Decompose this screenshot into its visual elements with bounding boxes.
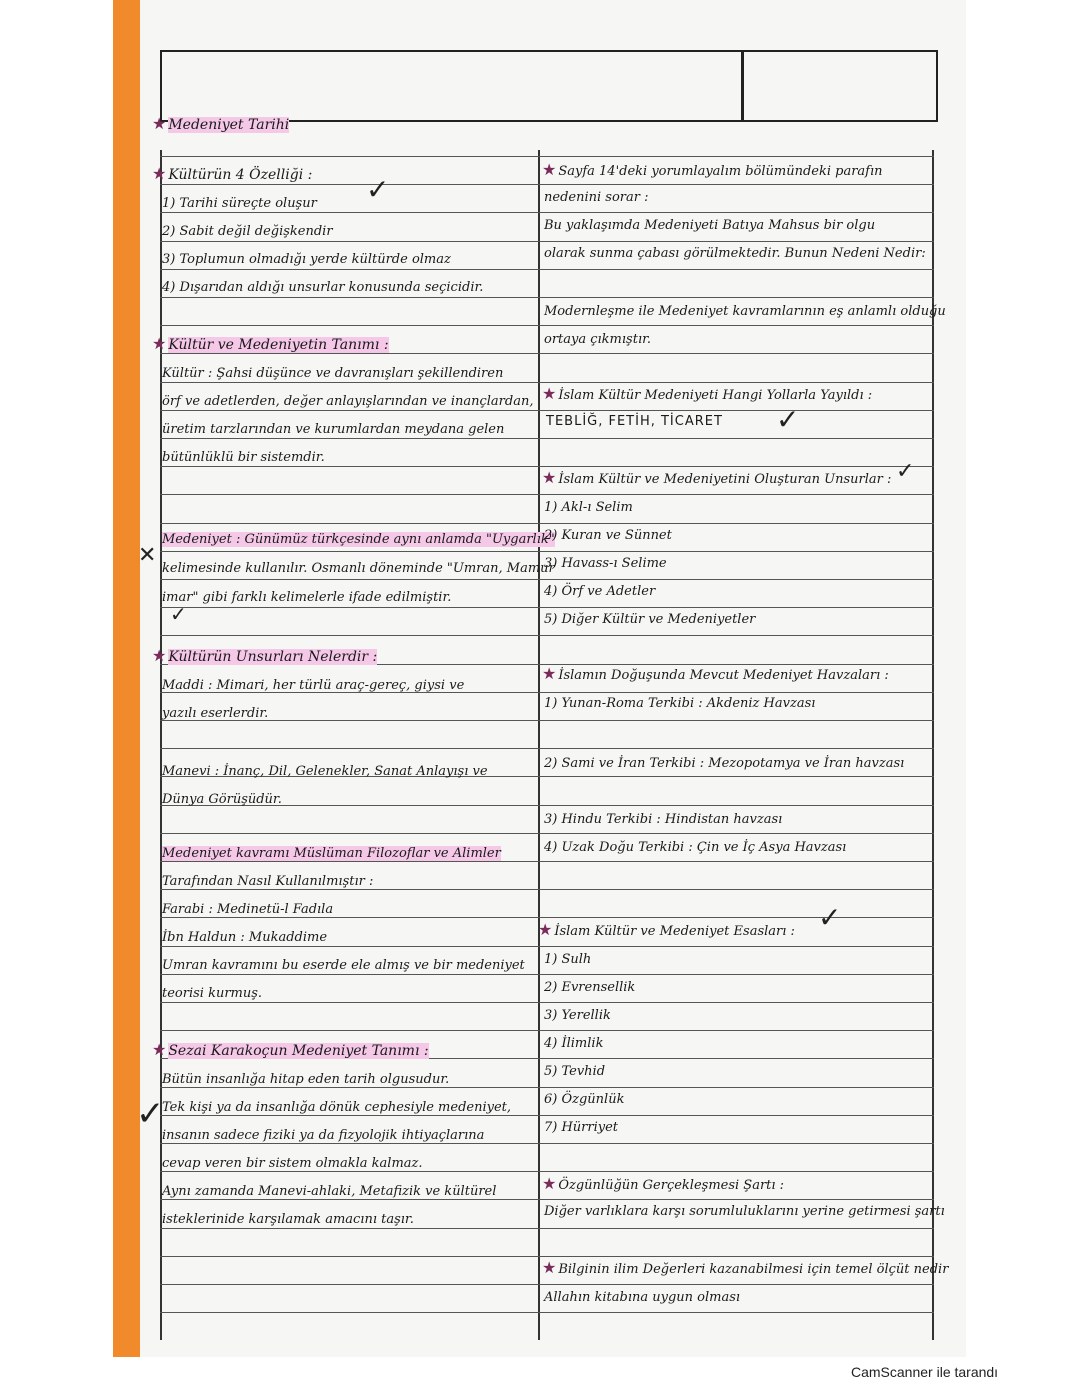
text-line: Maddi : Mimari, her türlü araç-gereç, giysi ve bbox=[162, 678, 465, 693]
text-span: Sayfa 14'deki yorumlayalım bölümündeki parafın bbox=[558, 164, 883, 179]
r-s2-heading bbox=[542, 386, 872, 404]
ruled-line bbox=[160, 466, 934, 467]
text-line: nedenini sorar : bbox=[544, 190, 649, 205]
ruled-line bbox=[160, 438, 934, 439]
ruled-line bbox=[160, 720, 934, 721]
text-line: insanın sadece fiziki ya da fizyolojik ihtiyaçlarına bbox=[162, 1128, 485, 1143]
list-item: 5) Diğer Kültür ve Medeniyetler bbox=[544, 612, 756, 627]
star-icon: ★ bbox=[538, 920, 553, 939]
star-icon: ★ bbox=[542, 1258, 557, 1277]
l-s6-heading bbox=[152, 1042, 429, 1059]
text-line bbox=[542, 162, 883, 180]
text-line: yazılı eserlerdir. bbox=[162, 706, 269, 721]
heading-text: İslam Kültür ve Medeniyetini Oluşturan Unsurlar : bbox=[558, 472, 892, 487]
text-span: Medeniyet : Günümüz türkçesinde aynı anlamda "Uygarlık" bbox=[162, 532, 555, 547]
text-line: örf ve adetlerden, değer anlayışlarından ve inançlardan, bbox=[162, 394, 534, 409]
column-divider bbox=[538, 150, 540, 1340]
r-s7-heading bbox=[542, 1260, 948, 1278]
text-line: Bu yaklaşımda Medeniyeti Batıya Mahsus bir olgu bbox=[544, 218, 876, 233]
list-item: 4) Dışarıdan aldığı unsurlar konusunda seçicidir. bbox=[162, 280, 484, 295]
text-line: Dünya Görüşüdür. bbox=[162, 792, 282, 807]
text-line: Tek kişi ya da insanlığa dönük cephesiyle medeniyet, bbox=[162, 1100, 512, 1115]
text-line: İbn Haldun : Mukaddime bbox=[162, 930, 328, 945]
text-line: imar" gibi farklı kelimelerle ifade edilmiştir. bbox=[162, 590, 452, 605]
heading-text: İslam Kültür Medeniyeti Hangi Yollarla Yayıldı : bbox=[558, 388, 873, 403]
text-line: Umran kavramını bu eserde ele almış ve bir medeniyet bbox=[162, 958, 525, 973]
list-item: 2) Sabit değil değişkendir bbox=[162, 224, 333, 239]
text-line: cevap veren bir sistem olmakla kalmaz. bbox=[162, 1156, 423, 1171]
text-line: Manevi : İnanç, Dil, Gelenekler, Sanat Anlayışı ve bbox=[162, 764, 488, 779]
list-item: 4) İlimlik bbox=[544, 1036, 604, 1051]
text-line bbox=[162, 532, 555, 548]
text-line: Allahın kitabına uygun olması bbox=[544, 1290, 741, 1305]
list-item: 2) Evrensellik bbox=[544, 980, 636, 995]
ruled-line bbox=[160, 353, 934, 354]
list-item: 5) Tevhid bbox=[544, 1064, 606, 1079]
heading-text: Kültür ve Medeniyetin Tanımı : bbox=[168, 337, 389, 353]
ruled-line bbox=[160, 946, 934, 947]
right-margin bbox=[932, 150, 934, 1340]
ruled-line bbox=[160, 974, 934, 975]
list-item: 2) Kuran ve Sünnet bbox=[544, 528, 672, 543]
star-icon: ★ bbox=[152, 1040, 167, 1059]
heading-text: Kültürün 4 Özelliği : bbox=[168, 167, 313, 183]
list-item: 3) Havass-ı Selime bbox=[544, 556, 667, 571]
ruled-line bbox=[160, 325, 934, 326]
star-icon: ★ bbox=[542, 664, 557, 683]
check-mark-icon: ✓ bbox=[896, 459, 915, 484]
text-line: bütünlüklü bir sistemdir. bbox=[162, 450, 325, 465]
l-s1-heading bbox=[152, 166, 312, 183]
ruled-line bbox=[160, 523, 934, 524]
text-line: ortaya çıkmıştır. bbox=[544, 332, 652, 347]
star-icon: ★ bbox=[152, 646, 167, 665]
heading-text: İslamın Doğuşunda Mevcut Medeniyet Havzaları : bbox=[558, 668, 889, 683]
list-item: 3) Yerellik bbox=[544, 1008, 611, 1023]
page-title bbox=[152, 116, 289, 133]
ruled-line bbox=[160, 748, 934, 749]
ruled-line bbox=[160, 184, 934, 185]
text-line: Diğer varlıklara karşı sorumluluklarını yerine getirmesi şartı bbox=[544, 1204, 945, 1219]
star-icon: ★ bbox=[542, 1174, 557, 1193]
list-item: 3) Toplumun olmadığı yerde kültürde olmaz bbox=[162, 252, 451, 267]
l-s4-heading bbox=[152, 648, 377, 665]
ruled-line bbox=[160, 635, 934, 636]
header-box-right bbox=[741, 50, 938, 122]
ruled-line bbox=[160, 212, 934, 213]
heading-text: İslam Kültür ve Medeniyet Esasları : bbox=[554, 924, 795, 939]
list-item: 4) Uzak Doğu Terkibi : Çin ve İç Asya Havzası bbox=[544, 840, 847, 855]
check-mark-icon: ✓ bbox=[776, 403, 800, 436]
text-line: kelimesinde kullanılır. Osmanlı döneminde "Umran, Mamur bbox=[162, 561, 555, 576]
ruled-line bbox=[160, 607, 934, 608]
list-item: 4) Örf ve Adetler bbox=[544, 584, 656, 599]
star-icon: ★ bbox=[152, 164, 167, 183]
heading-text: Sezai Karakoçun Medeniyet Tanımı : bbox=[168, 1043, 429, 1059]
cross-mark-icon: ✕ bbox=[138, 543, 157, 568]
text-span: Medeniyet kavramı Müslüman Filozoflar ve Alimler bbox=[162, 846, 501, 861]
r-s5-heading bbox=[538, 922, 795, 940]
text-line: Bütün insanlığa hitap eden tarih olgusudur. bbox=[162, 1072, 450, 1087]
text-line: Kültür : Şahsi düşünce ve davranışları şekillendiren bbox=[162, 366, 504, 381]
ruled-line bbox=[160, 297, 934, 298]
r-s6-heading bbox=[542, 1176, 784, 1194]
text-line bbox=[162, 846, 501, 862]
heading-text: Kültürün Unsurları Nelerdir : bbox=[168, 649, 378, 665]
ruled-line bbox=[160, 833, 934, 834]
text-line: Aynı zamanda Manevi-ahlaki, Metafizik ve kültürel bbox=[162, 1184, 497, 1199]
heading-text: Özgünlüğün Gerçekleşmesi Şartı : bbox=[558, 1178, 785, 1193]
check-mark-icon: ✓ bbox=[170, 602, 187, 626]
text-line: Modernleşme ile Medeniyet kavramlarının eş anlamlı olduğu bbox=[544, 304, 946, 319]
heading-text: Bilginin ilim Değerleri kazanabilmesi için temel ölçüt nedir bbox=[558, 1262, 949, 1277]
list-item: 1) Tarihi süreçte oluşur bbox=[162, 196, 317, 211]
ruled-line bbox=[160, 1284, 934, 1285]
answer-text: TEBLİĞ, FETİH, TİCARET bbox=[546, 414, 723, 429]
r-s3-heading bbox=[542, 470, 891, 488]
star-icon: ★ bbox=[152, 334, 167, 353]
list-item: 7) Hürriyet bbox=[544, 1120, 619, 1135]
ruled-line bbox=[160, 494, 934, 495]
title-text: Medeniyet Tarihi bbox=[168, 117, 290, 133]
ruled-line bbox=[160, 579, 934, 580]
text-line: Tarafından Nasıl Kullanılmıştır : bbox=[162, 874, 374, 889]
list-item: 2) Sami ve İran Terkibi : Mezopotamya ve İran havzası bbox=[544, 756, 905, 771]
header-box-left bbox=[160, 50, 744, 122]
scanner-watermark: CamScanner ile tarandı bbox=[851, 1364, 999, 1380]
binding-strip bbox=[113, 0, 140, 1357]
ruled-line bbox=[160, 551, 934, 552]
list-item: 6) Özgünlük bbox=[544, 1092, 625, 1107]
text-line: teorisi kurmuş. bbox=[162, 986, 263, 1001]
star-icon: ★ bbox=[542, 384, 557, 403]
l-s2-heading bbox=[152, 336, 389, 353]
ruled-line bbox=[160, 156, 934, 157]
text-line: Farabi : Medinetü-l Fadıla bbox=[162, 902, 334, 917]
list-item: 3) Hindu Terkibi : Hindistan havzası bbox=[544, 812, 783, 827]
list-item: 1) Akl-ı Selim bbox=[544, 500, 633, 515]
r-s4-heading bbox=[542, 666, 889, 684]
ruled-line bbox=[160, 1256, 934, 1257]
check-mark-icon: ✓ bbox=[136, 1094, 165, 1134]
list-item: 1) Yunan-Roma Terkibi : Akdeniz Havzası bbox=[544, 696, 816, 711]
ruled-line bbox=[160, 410, 934, 411]
ruled-line bbox=[160, 241, 934, 242]
ruled-line bbox=[160, 1030, 934, 1031]
ruled-line bbox=[160, 1002, 934, 1003]
ruled-line bbox=[160, 269, 934, 270]
ruled-line bbox=[160, 1312, 934, 1313]
text-line: isteklerinide karşılamak amacını taşır. bbox=[162, 1212, 414, 1227]
check-mark-icon: ✓ bbox=[818, 901, 842, 934]
text-line: üretim tarzlarından ve kurumlardan meydana gelen bbox=[162, 422, 505, 437]
list-item: 1) Sulh bbox=[544, 952, 592, 967]
ruled-line bbox=[160, 1228, 934, 1229]
star-icon: ★ bbox=[542, 160, 557, 179]
text-line: olarak sunma çabası görülmektedir. Bunun Nedeni Nedir: bbox=[544, 246, 926, 261]
ruled-line bbox=[160, 382, 934, 383]
check-mark-icon: ✓ bbox=[366, 173, 390, 206]
star-icon: ★ bbox=[542, 468, 557, 487]
star-icon: ★ bbox=[152, 114, 167, 133]
